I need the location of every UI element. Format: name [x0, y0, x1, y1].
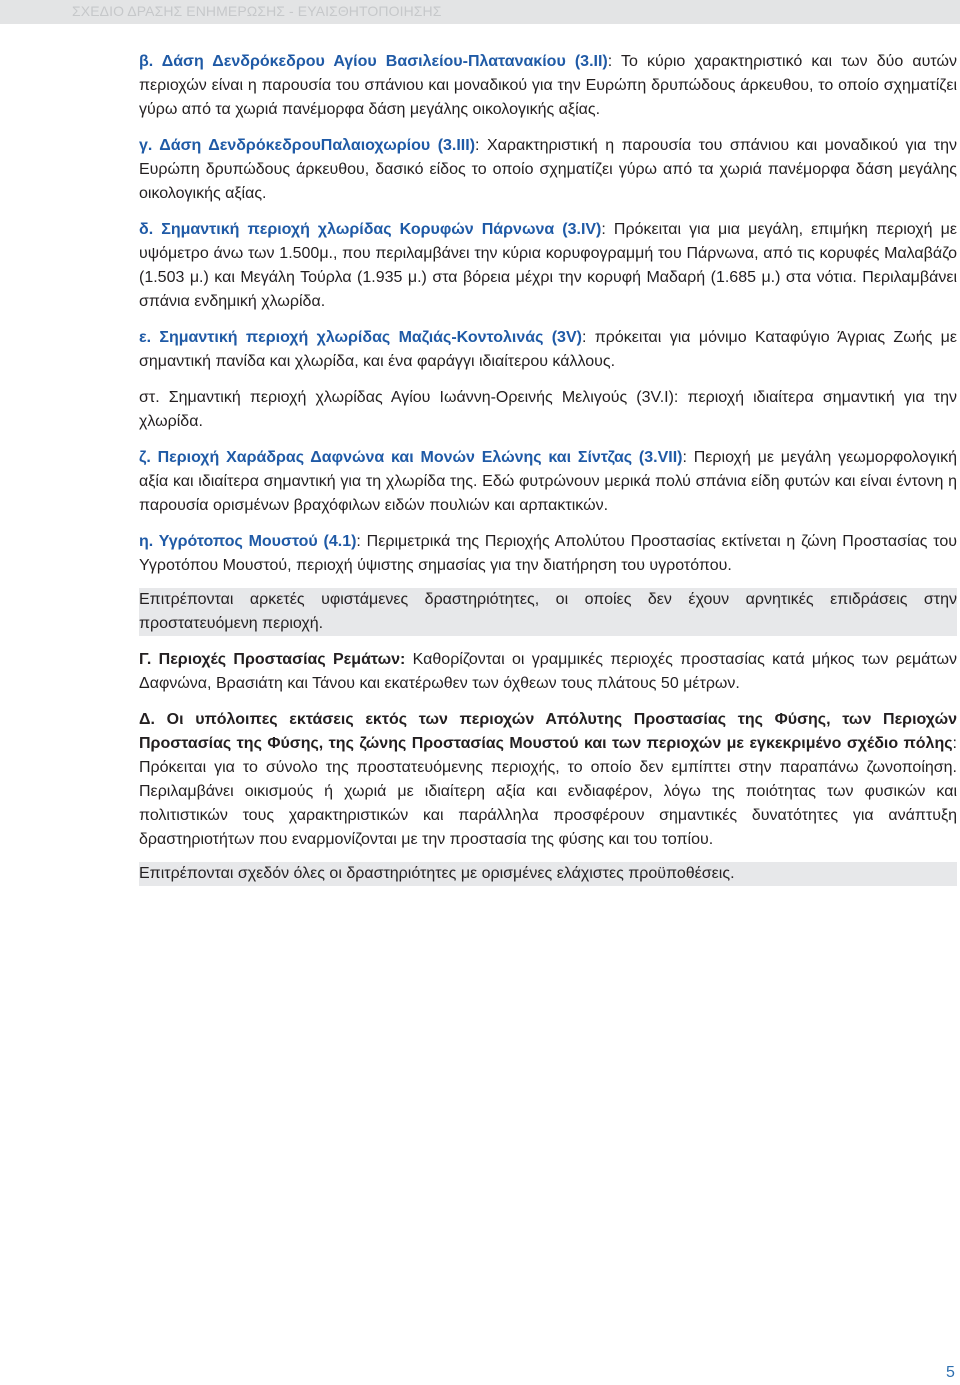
page-number: 5	[946, 1364, 955, 1381]
paragraph-z-text: : Περιοχή με μεγάλη γεωμορφολογική αξία και ιδιαίτερα σημαντική για τη χλωρίδα της. Εδώ φυτρώνουν μερικά πολύ σπάνια είδη φυτών και είναι έντονη η παρουσία ορισμένων βραχόφιλων ειδών πουλιών και αρπακτικών.	[139, 449, 958, 514]
paragraph-h-heading: η. Υγρότοπος Μουστού (4.1)	[139, 533, 357, 550]
header-band	[0, 0, 960, 24]
shaded-note-text-2: Επιτρέπονται σχεδόν όλες οι δραστηριότητες με ορισμένες ελάχιστες προϋποθέσεις.	[139, 865, 735, 882]
paragraph-d	[139, 218, 957, 314]
section-G	[139, 648, 957, 696]
paragraph-e	[139, 326, 957, 374]
shaded-note-permitted-activities	[139, 588, 957, 636]
paragraph-g-text: : Χαρακτηριστική η παρουσία του σπάνιου και μοναδικού για την Ευρώπη δρυπώδους άρκευθου, δασικό είδος το οποίο σχηματίζει γύρω από τα χωριά πανέμορφα δάση μεγάλης οικολογικής αξίας.	[139, 137, 958, 202]
paragraph-z-heading: ζ. Περιοχή Χαράδρας Δαφνώνα και Μονών Ελώνης και Σίντζας (3.VII)	[139, 449, 683, 466]
paragraph-e-heading: ε. Σημαντική περιοχή χλωρίδας Μαζιάς-Κοντολινάς (3V)	[139, 329, 582, 346]
paragraph-d-heading: δ. Σημαντική περιοχή χλωρίδας Κορυφών Πάρνωνα (3.IV)	[139, 221, 602, 238]
paragraph-d-text: : Πρόκειται για μια μεγάλη, επιμήκη περιοχή με υψόμετρο άνω των 1.500μ., που περιλαμβάνει την κύρια κορυφογραμμή του Πάρνωνα, από τις κορυφές Μαλαβάζο (1.503 μ.) και Μεγάλη Τούρλα (1.935 μ.) στα βόρεια μέχρι την κορυφή Μαδαρή (1.685 μ.) στα νότια. Περιλαμβάνει σπάνια ενδημική χλωρίδα.	[139, 221, 957, 310]
section-G-text: Καθορίζονται οι γραμμικές περιοχές προστασίας κατά μήκος των ρεμάτων Δαφνώνα, Βρασιάτη και Τάνου και εκατέρωθεν των όχθεων τους πλάτους 50 μέτρων.	[139, 651, 957, 692]
section-D-heading: Δ. Οι υπόλοιπες εκτάσεις εκτός των περιοχών Απόλυτης Προστασίας της Φύσης, των Περιοχών Προστασίας της Φύσης, της ζώνης Προστασίας Μουστού και των περιοχών με εγκεκριμένο σχέδιο πόλης	[139, 711, 957, 752]
paragraph-st-text: στ. Σημαντική περιοχή χλωρίδας Αγίου Ιωάννη-Ορεινής Μελιγούς (3V.Ι): περιοχή ιδιαίτερα σημαντική για την χλωρίδα.	[139, 389, 957, 430]
paragraph-g	[139, 134, 957, 206]
paragraph-h	[139, 530, 957, 578]
paragraph-h-text: : Περιμετρικά της Περιοχής Απολύτου Προστασίας εκτίνεται η ζώνη Προστασίας του Υγροτόπου Μουστού, περιοχή ύψιστης σημασίας για την διατήρηση του υγροτόπου.	[139, 533, 957, 574]
shaded-note-almost-all	[139, 862, 957, 886]
section-D	[139, 708, 957, 852]
paragraph-b-heading: β. Δάση Δενδρόκεδρου Αγίου Βασιλείου-Πλατανακίου (3.ΙΙ)	[139, 53, 608, 70]
paragraph-st	[139, 386, 957, 434]
paragraph-b-text: : Το κύριο χαρακτηριστικό και των δύο αυτών περιοχών είναι η παρουσία του σπάνιου και μοναδικού για την Ευρώπη δρυπώδους άρκευθου, το οποίο σχηματίζει γύρω από τα χωριά πανέμορφα δάση μεγάλης οικολογικής αξίας.	[139, 53, 957, 118]
section-G-heading: Γ. Περιοχές Προστασίας Ρεμάτων:	[139, 651, 406, 668]
document-body	[139, 50, 957, 886]
document-header-title: ΣΧΕΔΙΟ ΔΡΑΣΗΣ ΕΝΗΜΕΡΩΣΗΣ - ΕΥΑΙΣΘΗΤΟΠΟΙΗΣΗΣ	[72, 3, 442, 19]
paragraph-g-heading: γ. Δάση ΔενδρόκεδρουΠαλαιοχωρίου (3.ΙΙΙ)	[139, 137, 476, 154]
paragraph-e-text: : πρόκειται για μόνιμο Καταφύγιο Άγριας Ζωής με σημαντική πανίδα και χλωρίδα, και ένα φαράγγι ιδιαίτερου κάλλους.	[139, 329, 957, 370]
paragraph-z	[139, 446, 957, 518]
section-D-text: : Πρόκειται για το σύνολο της προστατευόμενης περιοχής, το οποίο δεν εμπίπτει στην παραπάνω ζωνοποίηση. Περιλαμβάνει οικισμούς ή χωριά με ιδιαίτερη αξία και ενδιαφέρον, λόγω της ποιότητας των φυσικών και πολιτιστικών τους χαρακτηριστικών και παράλληλα προσφέρουν σημαντικές δυνατότητες για ανάπτυξη δραστηριοτήτων που εναρμονίζονται με την προστασία της φύσης και του τοπίου.	[139, 735, 957, 848]
paragraph-b	[139, 50, 957, 122]
shaded-note-text: Επιτρέπονται αρκετές υφιστάμενες δραστηριότητες, οι οποίες δεν έχουν αρνητικές επιδράσεις στην προστατευόμενη περιοχή.	[139, 591, 957, 632]
